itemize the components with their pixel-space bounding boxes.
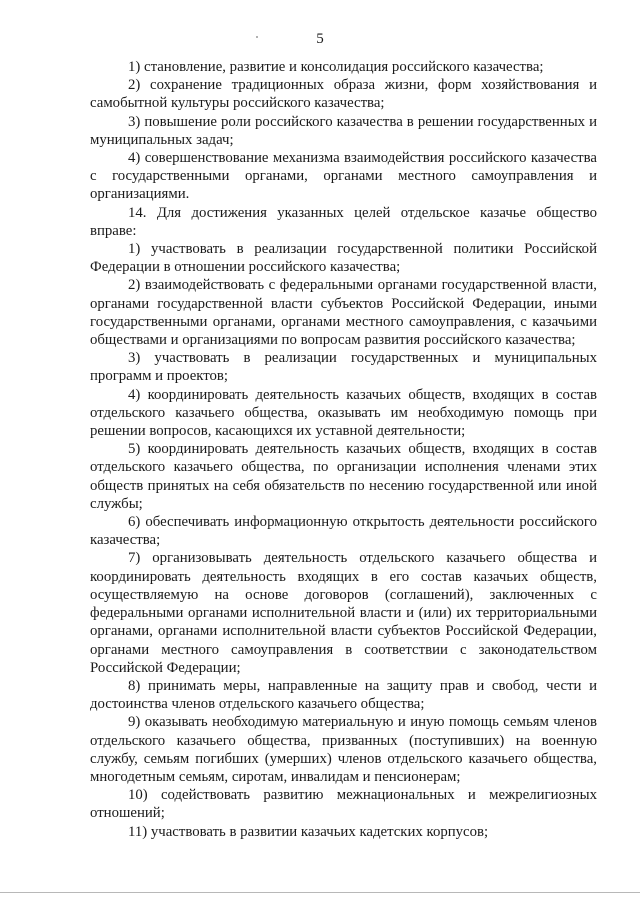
list-item-goal-2: 2) сохранение традиционных образа жизни, форм хозяйствования и самобытной культуры российского казачества; [90, 77, 597, 112]
list-item-right-9: 9) оказывать необходимую материальную и иную помощь семьям членов отдельского казачьего общества, призванных (поступивших) на военную службу, семьям погибших (умерших) членов отдельского казачьего общества, многодетным семьям, сиротам, инвалидам и пенсионерам; [90, 714, 597, 785]
list-item-right-8: 8) принимать меры, направленные на защиту прав и свобод, чести и достоинства членов отдельского казачьего общества; [90, 677, 597, 713]
list-item-right-4: 4) координировать деятельность казачьих обществ, входящих в состав отдельского казачьего общества, оказывать им необходимую помощь при решении вопросов, касающихся их уставной деятельности; [90, 386, 597, 440]
list-item-right-7: 7) организовывать деятельность отдельского казачьего общества и координировать деятельность входящих в его состав казачьих обществ, осуществляемую на основе договоров (соглашений), заключенных с федеральными органами исполнительной власти и (или) их территориальными органами, органами исполнительной власти субъектов Российской Федерации, органами местного самоуправления в соответствии с законодательством Российской Федерации; [90, 550, 597, 676]
page-bottom-edge [0, 892, 640, 893]
list-item-right-6: 6) обеспечивать информационную открытость деятельности российского казачества; [90, 514, 597, 549]
list-item-right-10: 10) содействовать развитию межнациональных и межрелигиозных отношений; [90, 787, 597, 822]
list-item-goal-1: 1) становление, развитие и консолидация российского казачества; [128, 59, 544, 75]
scan-speck [256, 36, 258, 38]
list-item-right-5: 5) координировать деятельность казачьих обществ, входящих в состав отдельского казачьего общества, по организации исполнения членами этих обществ принятых на себя обязательств по несению государственной или иной службы; [90, 441, 597, 512]
list-item-goal-3: 3) повышение роли российского казачества в решении государственных и муниципальных задач; [90, 113, 597, 148]
list-item-right-3: 3) участвовать в реализации государственных и муниципальных программ и проектов; [90, 350, 597, 385]
clause-14-intro: 14. Для достижения указанных целей отдельское казачье общество вправе: [90, 204, 597, 239]
list-item-right-1: 1) участвовать в реализации государственной политики Российской Федерации в отношении российского казачества; [90, 241, 597, 276]
document-body [90, 58, 597, 841]
list-item-right-11: 11) участвовать в развитии казачьих кадетских корпусов; [128, 823, 489, 840]
list-item-right-2: 2) взаимодействовать с федеральными органами государственной власти, органами государственной власти субъектов Российской Федерации, иными государственными органами, органами местного самоуправления, с казачьими обществами и организациями по вопросам развития российского казачества; [90, 277, 597, 349]
page-number: 5 [316, 31, 324, 47]
list-item-goal-4: 4) совершенствование механизма взаимодействия российского казачества с государственными органами, органами местного самоуправления и организациями. [90, 150, 597, 203]
